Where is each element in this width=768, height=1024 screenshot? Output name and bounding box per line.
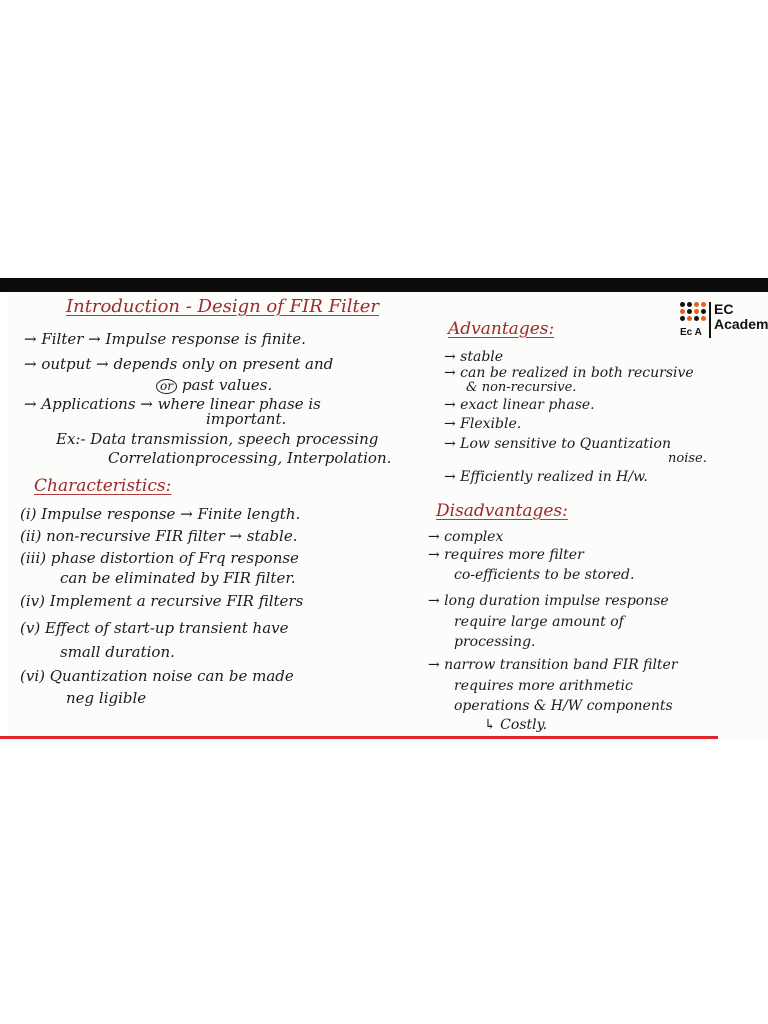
disadvantage-item: co-efficients to be stored. bbox=[454, 567, 635, 583]
or-circled-label: or bbox=[156, 379, 177, 394]
red-progress-line bbox=[0, 736, 718, 739]
characteristic-item: (iv) Implement a recursive FIR filters bbox=[20, 592, 304, 610]
disadvantage-item: processing. bbox=[454, 634, 536, 650]
ec-academy-logo bbox=[678, 300, 768, 340]
logo-text-line1: EC bbox=[714, 301, 734, 317]
disadvantages-heading: Disadvantages: bbox=[436, 501, 568, 521]
logo-text-line2: Academ bbox=[714, 316, 768, 332]
characteristic-item: small duration. bbox=[60, 643, 175, 661]
disadvantage-item: ↳ Costly. bbox=[484, 717, 548, 733]
example-line: Ex:- Data transmission, speech processing bbox=[56, 430, 379, 448]
characteristic-item: (iii) phase distortion of Frq response bbox=[20, 549, 299, 567]
advantages-heading: Advantages: bbox=[448, 319, 555, 339]
disadvantage-item: → long duration impulse response bbox=[428, 593, 669, 609]
disadvantage-item: require large amount of bbox=[454, 614, 624, 630]
logo-divider bbox=[709, 302, 711, 338]
disadvantage-item: requires more arithmetic bbox=[454, 678, 633, 694]
page-title: Introduction - Design of FIR Filter bbox=[66, 296, 380, 317]
characteristic-item: (ii) non-recursive FIR filter → stable. bbox=[20, 527, 298, 545]
advantage-item: noise. bbox=[668, 451, 707, 466]
advantage-item: → exact linear phase. bbox=[444, 397, 595, 413]
disadvantage-item: operations & H/W components bbox=[454, 698, 673, 714]
logo-dots-icon bbox=[680, 302, 706, 324]
advantage-item: → Low sensitive to Quantization bbox=[444, 436, 671, 452]
disadvantage-item: → narrow transition band FIR filter bbox=[428, 657, 678, 673]
intro-line: → Filter → Impulse response is finite. bbox=[24, 330, 306, 348]
characteristic-item: (v) Effect of start-up transient have bbox=[20, 619, 289, 637]
intro-line: past values. bbox=[182, 376, 273, 394]
example-line: Correlationprocessing, Interpolation. bbox=[108, 449, 392, 467]
logo-abbreviation: Ec A bbox=[680, 327, 702, 338]
disadvantage-item: → requires more filter bbox=[428, 547, 584, 563]
advantage-item: & non-recursive. bbox=[466, 380, 577, 395]
characteristic-item: (vi) Quantization noise can be made bbox=[20, 667, 294, 685]
advantage-item: → stable bbox=[444, 349, 504, 365]
characteristics-heading: Characteristics: bbox=[34, 476, 172, 496]
advantage-item: → Flexible. bbox=[444, 416, 522, 432]
intro-line: → output → depends only on present and bbox=[24, 355, 334, 373]
advantage-item: → can be realized in both recursive bbox=[444, 365, 694, 381]
top-black-bar bbox=[0, 278, 768, 292]
characteristic-item: neg ligible bbox=[66, 689, 147, 707]
disadvantage-item: → complex bbox=[428, 529, 504, 545]
characteristic-item: (i) Impulse response → Finite length. bbox=[20, 505, 301, 523]
intro-line: important. bbox=[206, 410, 287, 428]
intro-line: → Applications → where linear phase is bbox=[24, 395, 321, 413]
characteristic-item: can be eliminated by FIR filter. bbox=[60, 569, 296, 587]
advantage-item: → Efficiently realized in H/w. bbox=[444, 469, 648, 485]
